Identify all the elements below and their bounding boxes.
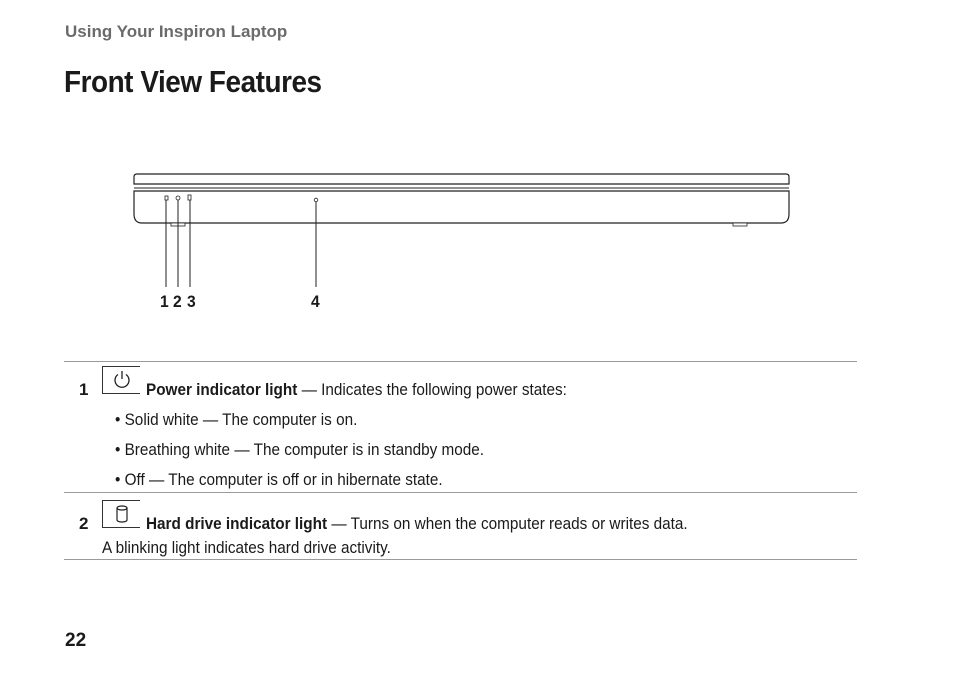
microphone-marker	[314, 198, 318, 202]
feature-title-line	[146, 380, 567, 400]
callout-3: 3	[187, 292, 196, 311]
callout-1: 1	[160, 292, 169, 311]
feature-title-line	[146, 514, 688, 534]
table-divider-top	[64, 361, 857, 362]
list-item: • Off — The computer is off or in hibernate state.	[115, 470, 443, 489]
hard-drive-light-marker	[176, 196, 180, 200]
battery-light-marker	[188, 195, 191, 200]
feature-number: 2	[79, 514, 89, 533]
power-icon	[103, 367, 140, 394]
feature-name: Hard drive indicator light	[146, 514, 328, 533]
page-number: 22	[65, 630, 87, 651]
feature-description: — Indicates the following power states:	[297, 380, 567, 399]
list-item: • Breathing white — The computer is in standby mode.	[115, 440, 485, 459]
laptop-front-view-illustration	[0, 0, 954, 330]
feature-number: 1	[79, 380, 89, 399]
table-divider-middle	[64, 492, 857, 493]
feature-description: — Turns on when the computer reads or writes data.	[327, 514, 688, 533]
front-slot-right	[733, 223, 747, 226]
feature-extra-text: A blinking light indicates hard drive activity.	[102, 538, 391, 557]
laptop-lid	[134, 174, 789, 184]
feature-icon-box	[102, 366, 140, 394]
feature-icon-box	[102, 500, 140, 528]
callout-2: 2	[173, 292, 182, 311]
laptop-base	[134, 191, 789, 223]
page-title: Front View Features	[64, 64, 322, 99]
section-header: Using Your Inspiron Laptop	[65, 22, 288, 41]
hard-drive-icon	[103, 501, 140, 528]
table-divider-bottom	[64, 559, 857, 560]
power-light-marker	[165, 196, 168, 200]
list-item: • Solid white — The computer is on.	[115, 410, 358, 429]
callout-4: 4	[311, 292, 320, 311]
feature-name: Power indicator light	[146, 380, 298, 399]
